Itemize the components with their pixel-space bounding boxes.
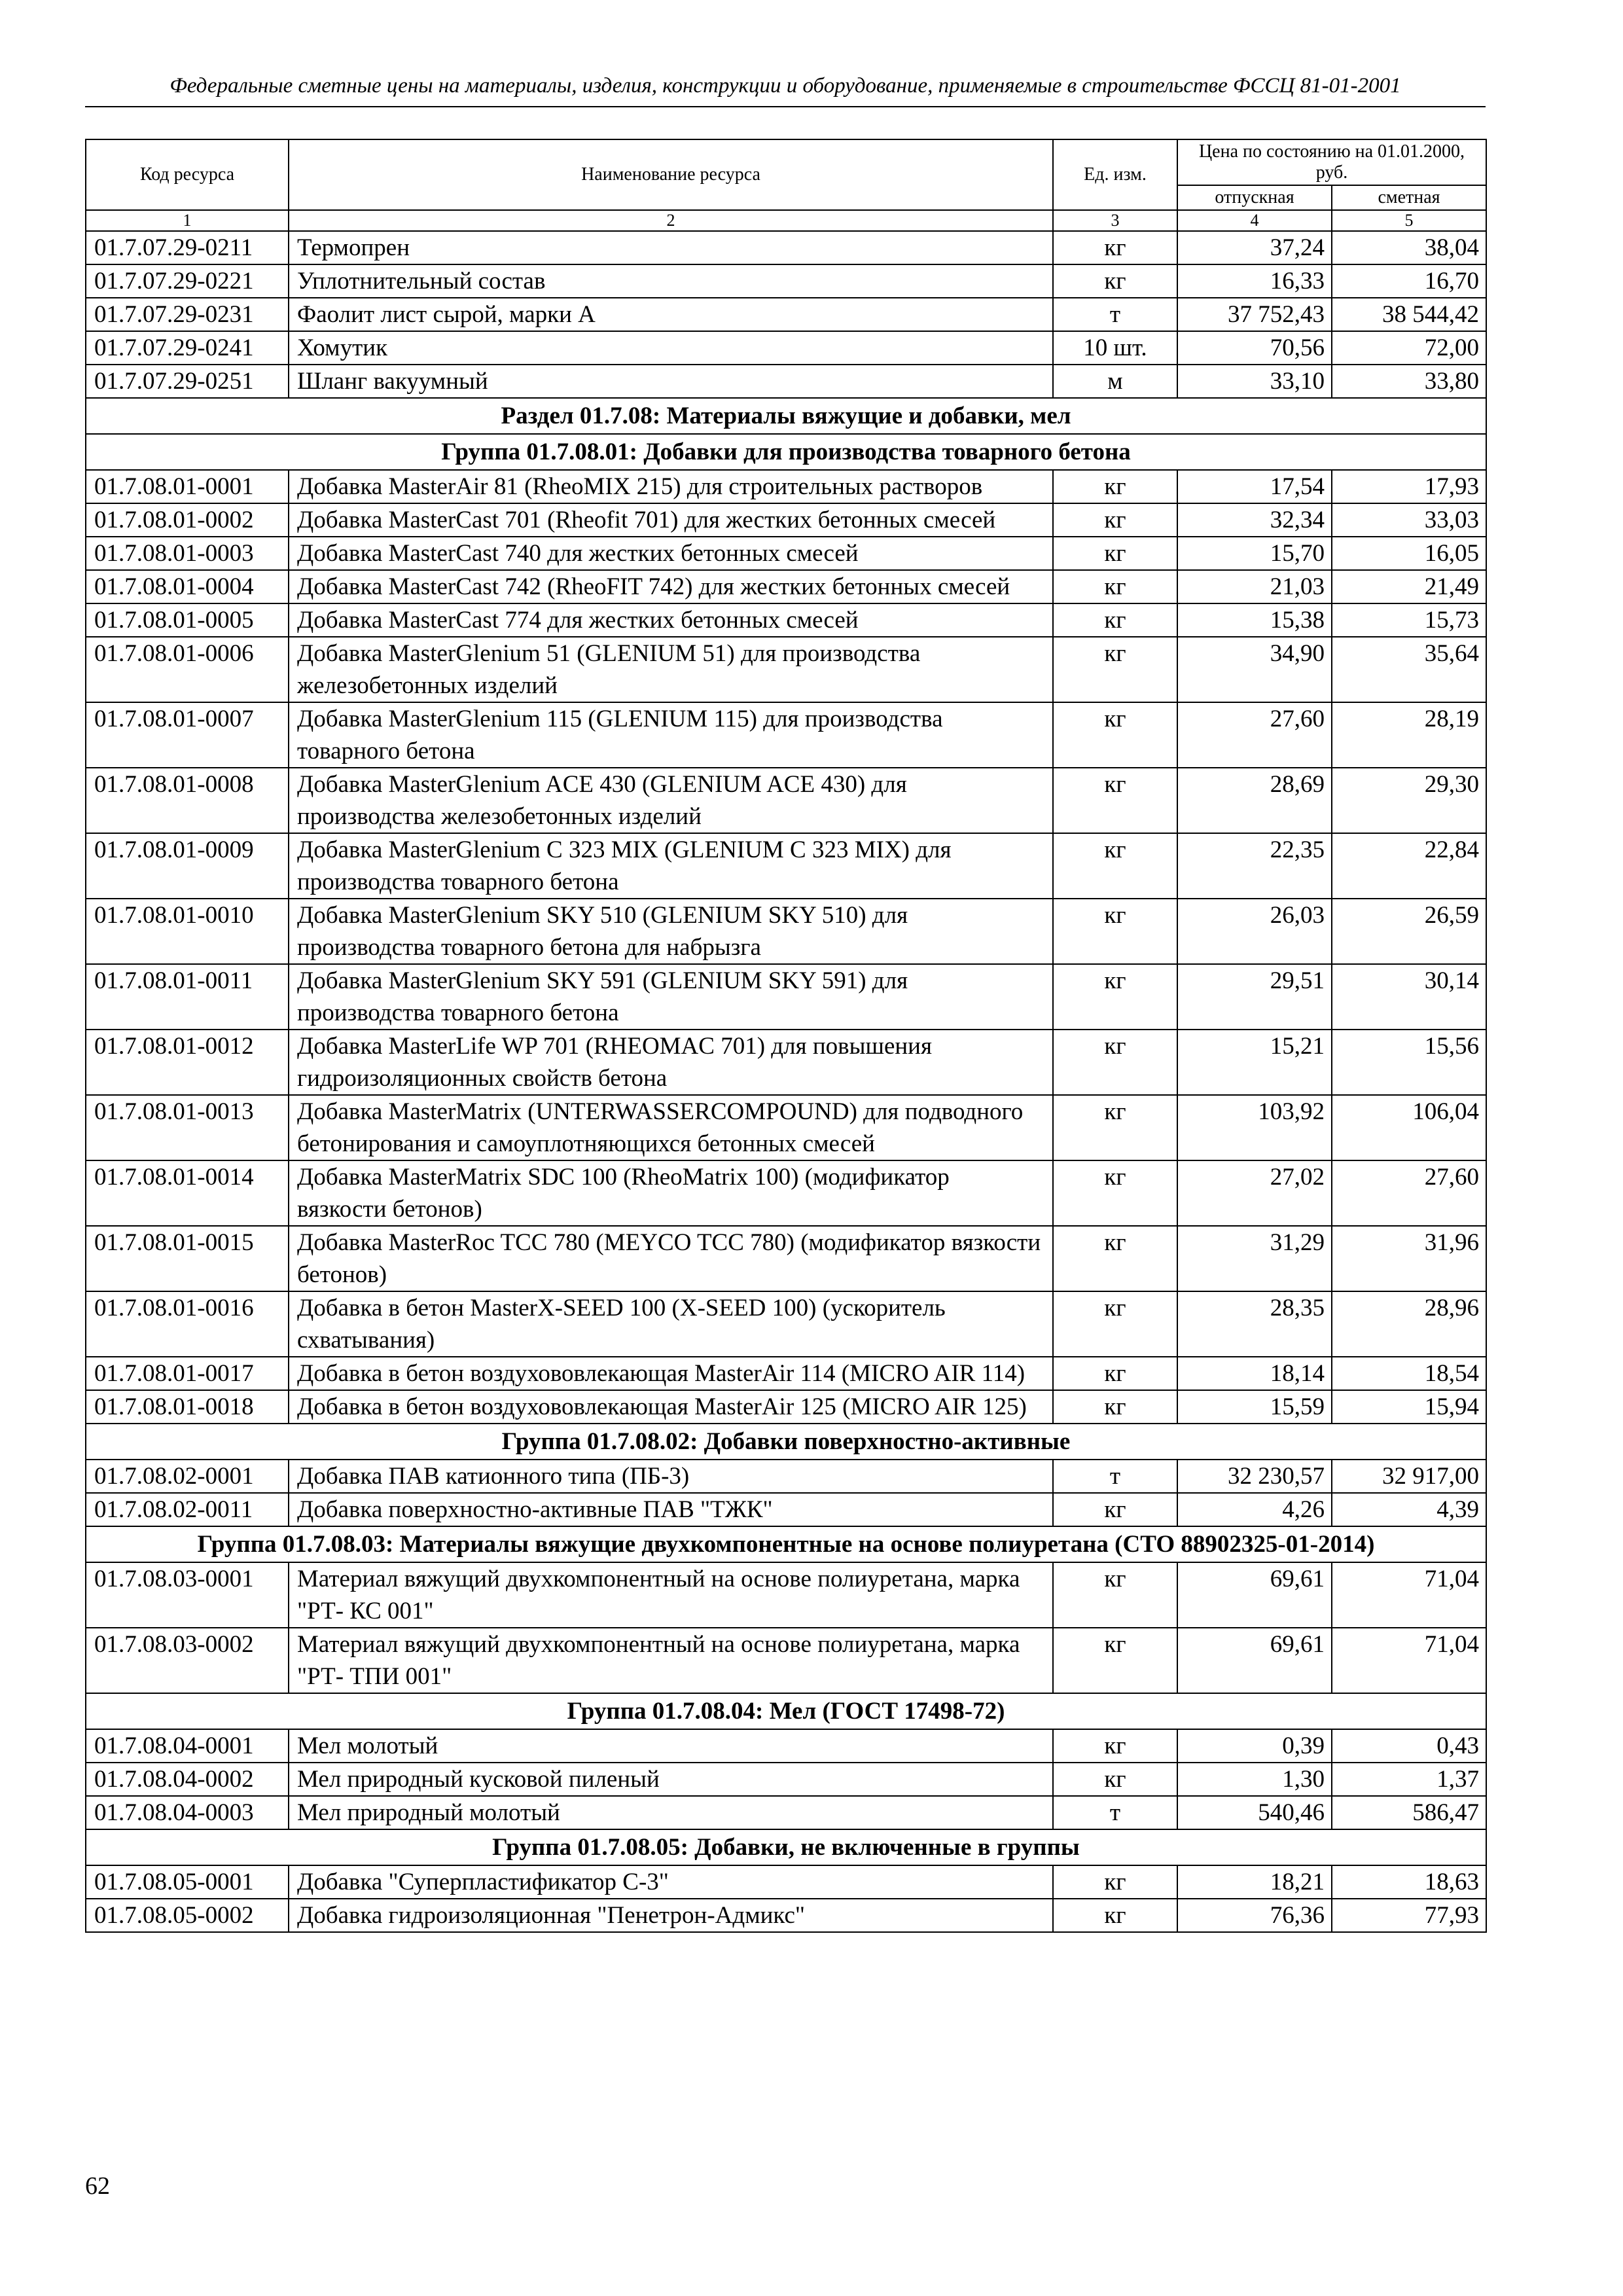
table-row: [86, 1390, 1486, 1424]
estimate-price-cell: 33,03: [1332, 503, 1486, 537]
resource-code-cell: 01.7.08.03-0002: [86, 1628, 289, 1693]
resource-code-cell: 01.7.08.04-0002: [86, 1763, 289, 1796]
page-number: 62: [85, 2172, 110, 2200]
unit-cell: кг: [1053, 1562, 1177, 1628]
group-title: Группа 01.7.08.05: Добавки, не включенные в группы: [86, 1829, 1486, 1865]
resource-code-cell: 01.7.08.01-0005: [86, 603, 289, 637]
table-row: [86, 298, 1486, 331]
resource-name-cell: Материал вяжущий двухкомпонентный на основе полиуретана, марка "РТ- ТПИ 001": [289, 1628, 1053, 1693]
unit-cell: 10 шт.: [1053, 331, 1177, 365]
resource-name-cell: Добавка MasterGlenium SKY 591 (GLENIUM SKY 591) для производства товарного бетона: [289, 964, 1053, 1030]
resource-code-cell: 01.7.08.01-0017: [86, 1357, 289, 1390]
table-row: [86, 470, 1486, 503]
resource-code-cell: 01.7.07.29-0231: [86, 298, 289, 331]
release-price-cell: 32,34: [1177, 503, 1332, 537]
unit-cell: кг: [1053, 899, 1177, 964]
resource-name-cell: Фаолит лист сырой, марки А: [289, 298, 1053, 331]
unit-cell: кг: [1053, 1729, 1177, 1763]
resource-code-cell: 01.7.08.04-0001: [86, 1729, 289, 1763]
unit-cell: кг: [1053, 637, 1177, 702]
estimate-price-cell: 17,93: [1332, 470, 1486, 503]
unit-cell: т: [1053, 1796, 1177, 1829]
estimate-price-cell: 18,54: [1332, 1357, 1486, 1390]
resource-code-cell: 01.7.08.01-0007: [86, 702, 289, 768]
resource-name-cell: Добавка MasterGlenium SKY 510 (GLENIUM SKY 510) для производства товарного бетона для набрызга: [289, 899, 1053, 964]
unit-cell: кг: [1053, 1291, 1177, 1357]
table-body: [86, 231, 1486, 1932]
release-price-cell: 31,29: [1177, 1226, 1332, 1291]
group-header-row: [86, 1693, 1486, 1729]
release-price-cell: 29,51: [1177, 964, 1332, 1030]
release-price-cell: 15,38: [1177, 603, 1332, 637]
resource-name-cell: Добавка MasterGlenium ACE 430 (GLENIUM ACE 430) для производства железобетонных изделий: [289, 768, 1053, 833]
resource-code-cell: 01.7.08.02-0001: [86, 1460, 289, 1493]
table-row: [86, 537, 1486, 570]
column-header-price: Цена по состоянию на 01.01.2000, руб.: [1177, 139, 1486, 185]
table-row: [86, 964, 1486, 1030]
group-header-row: [86, 434, 1486, 470]
table-row: [86, 331, 1486, 365]
table-row: [86, 1562, 1486, 1628]
unit-cell: т: [1053, 1460, 1177, 1493]
estimate-price-cell: 32 917,00: [1332, 1460, 1486, 1493]
resource-code-cell: 01.7.08.01-0008: [86, 768, 289, 833]
unit-cell: кг: [1053, 1493, 1177, 1526]
estimate-price-cell: 28,96: [1332, 1291, 1486, 1357]
unit-cell: кг: [1053, 1390, 1177, 1424]
group-title: Группа 01.7.08.03: Материалы вяжущие двухкомпонентные на основе полиуретана (СТО 88902325-01-2014): [86, 1526, 1486, 1562]
column-number: 5: [1332, 210, 1486, 231]
price-table-container: [85, 139, 1486, 1933]
resource-name-cell: Добавка гидроизоляционная "Пенетрон-Адмикс": [289, 1899, 1053, 1932]
resource-code-cell: 01.7.08.01-0002: [86, 503, 289, 537]
estimate-price-cell: 4,39: [1332, 1493, 1486, 1526]
release-price-cell: 22,35: [1177, 833, 1332, 899]
table-row: [86, 231, 1486, 264]
resource-code-cell: 01.7.08.02-0011: [86, 1493, 289, 1526]
estimate-price-cell: 15,56: [1332, 1030, 1486, 1095]
resource-name-cell: Уплотнительный состав: [289, 264, 1053, 298]
unit-cell: кг: [1053, 768, 1177, 833]
table-row: [86, 603, 1486, 637]
unit-cell: кг: [1053, 603, 1177, 637]
unit-cell: кг: [1053, 470, 1177, 503]
column-header-estimate: сметная: [1332, 185, 1486, 210]
estimate-price-cell: 26,59: [1332, 899, 1486, 964]
resource-code-cell: 01.7.08.05-0002: [86, 1899, 289, 1932]
estimate-price-cell: 30,14: [1332, 964, 1486, 1030]
release-price-cell: 15,70: [1177, 537, 1332, 570]
estimate-price-cell: 29,30: [1332, 768, 1486, 833]
group-title: Группа 01.7.08.02: Добавки поверхностно-активные: [86, 1424, 1486, 1460]
estimate-price-cell: 33,80: [1332, 365, 1486, 398]
resource-name-cell: Мел природный молотый: [289, 1796, 1053, 1829]
table-row: [86, 1763, 1486, 1796]
resource-name-cell: Добавка MasterCast 701 (Rheofit 701) для жестких бетонных смесей: [289, 503, 1053, 537]
unit-cell: кг: [1053, 537, 1177, 570]
resource-name-cell: Добавка MasterLife WP 701 (RHEOMAC 701) для повышения гидроизоляционных свойств бетона: [289, 1030, 1053, 1095]
running-header: Федеральные сметные цены на материалы, изделия, конструкции и оборудование, применяемые в строительстве ФССЦ 81-01-2001: [85, 65, 1486, 107]
resource-name-cell: Добавка поверхностно-активные ПАВ "ТЖК": [289, 1493, 1053, 1526]
estimate-price-cell: 31,96: [1332, 1226, 1486, 1291]
resource-code-cell: 01.7.08.01-0013: [86, 1095, 289, 1160]
column-number: 1: [86, 210, 289, 231]
resource-name-cell: Мел природный кусковой пиленый: [289, 1763, 1053, 1796]
estimate-price-cell: 71,04: [1332, 1628, 1486, 1693]
release-price-cell: 76,36: [1177, 1899, 1332, 1932]
unit-cell: кг: [1053, 1628, 1177, 1693]
estimate-price-cell: 586,47: [1332, 1796, 1486, 1829]
release-price-cell: 37,24: [1177, 231, 1332, 264]
unit-cell: кг: [1053, 833, 1177, 899]
table-row: [86, 833, 1486, 899]
table-row: [86, 702, 1486, 768]
unit-cell: кг: [1053, 1763, 1177, 1796]
table-row: [86, 1865, 1486, 1899]
section-title: Раздел 01.7.08: Материалы вяжущие и добавки, мел: [86, 398, 1486, 434]
table-row: [86, 1030, 1486, 1095]
table-row: [86, 1460, 1486, 1493]
resource-name-cell: Добавка MasterGlenium 51 (GLENIUM 51) для производства железобетонных изделий: [289, 637, 1053, 702]
group-header-row: [86, 1526, 1486, 1562]
resource-name-cell: Добавка MasterMatrix SDC 100 (RheoMatrix 100) (модификатор вязкости бетонов): [289, 1160, 1053, 1226]
release-price-cell: 28,35: [1177, 1291, 1332, 1357]
price-table: [85, 139, 1487, 1933]
estimate-price-cell: 15,94: [1332, 1390, 1486, 1424]
unit-cell: кг: [1053, 1899, 1177, 1932]
unit-cell: кг: [1053, 231, 1177, 264]
unit-cell: т: [1053, 298, 1177, 331]
release-price-cell: 69,61: [1177, 1562, 1332, 1628]
resource-code-cell: 01.7.08.01-0010: [86, 899, 289, 964]
estimate-price-cell: 0,43: [1332, 1729, 1486, 1763]
resource-name-cell: Добавка MasterCast 740 для жестких бетонных смесей: [289, 537, 1053, 570]
resource-name-cell: Мел молотый: [289, 1729, 1053, 1763]
resource-code-cell: 01.7.08.01-0009: [86, 833, 289, 899]
section-header-row: [86, 398, 1486, 434]
column-header-release: отпускная: [1177, 185, 1332, 210]
resource-name-cell: Материал вяжущий двухкомпонентный на основе полиуретана, марка "РТ- КС 001": [289, 1562, 1053, 1628]
resource-code-cell: 01.7.08.01-0014: [86, 1160, 289, 1226]
release-price-cell: 4,26: [1177, 1493, 1332, 1526]
release-price-cell: 34,90: [1177, 637, 1332, 702]
unit-cell: кг: [1053, 702, 1177, 768]
resource-name-cell: Добавка в бетон воздухововлекающая MasterAir 114 (MICRO AIR 114): [289, 1357, 1053, 1390]
release-price-cell: 21,03: [1177, 570, 1332, 603]
table-row: [86, 768, 1486, 833]
resource-code-cell: 01.7.08.03-0001: [86, 1562, 289, 1628]
resource-name-cell: Шланг вакуумный: [289, 365, 1053, 398]
release-price-cell: 540,46: [1177, 1796, 1332, 1829]
column-number: 4: [1177, 210, 1332, 231]
resource-code-cell: 01.7.07.29-0211: [86, 231, 289, 264]
release-price-cell: 33,10: [1177, 365, 1332, 398]
release-price-cell: 28,69: [1177, 768, 1332, 833]
resource-name-cell: Добавка в бетон MasterX-SEED 100 (X-SEED 100) (ускоритель схватывания): [289, 1291, 1053, 1357]
resource-code-cell: 01.7.07.29-0241: [86, 331, 289, 365]
release-price-cell: 70,56: [1177, 331, 1332, 365]
estimate-price-cell: 35,64: [1332, 637, 1486, 702]
column-number: 3: [1053, 210, 1177, 231]
release-price-cell: 26,03: [1177, 899, 1332, 964]
resource-code-cell: 01.7.08.05-0001: [86, 1865, 289, 1899]
resource-code-cell: 01.7.08.01-0015: [86, 1226, 289, 1291]
resource-name-cell: Добавка MasterGlenium 115 (GLENIUM 115) для производства товарного бетона: [289, 702, 1053, 768]
estimate-price-cell: 72,00: [1332, 331, 1486, 365]
estimate-price-cell: 38,04: [1332, 231, 1486, 264]
resource-name-cell: Добавка ПАВ катионного типа (ПБ-3): [289, 1460, 1053, 1493]
table-row: [86, 1160, 1486, 1226]
unit-cell: кг: [1053, 1160, 1177, 1226]
table-row: [86, 1357, 1486, 1390]
table-row: [86, 365, 1486, 398]
resource-name-cell: Добавка MasterAir 81 (RheoMIX 215) для строительных растворов: [289, 470, 1053, 503]
table-row: [86, 899, 1486, 964]
resource-name-cell: Добавка "Суперпластификатор С-3": [289, 1865, 1053, 1899]
unit-cell: кг: [1053, 570, 1177, 603]
column-number: 2: [289, 210, 1053, 231]
resource-code-cell: 01.7.08.01-0004: [86, 570, 289, 603]
unit-cell: м: [1053, 365, 1177, 398]
estimate-price-cell: 77,93: [1332, 1899, 1486, 1932]
unit-cell: кг: [1053, 1095, 1177, 1160]
group-header-row: [86, 1829, 1486, 1865]
resource-code-cell: 01.7.08.01-0018: [86, 1390, 289, 1424]
group-header-row: [86, 1424, 1486, 1460]
table-row: [86, 1095, 1486, 1160]
release-price-cell: 16,33: [1177, 264, 1332, 298]
resource-code-cell: 01.7.08.01-0003: [86, 537, 289, 570]
estimate-price-cell: 71,04: [1332, 1562, 1486, 1628]
column-number-row: [86, 210, 1486, 231]
resource-code-cell: 01.7.08.01-0001: [86, 470, 289, 503]
group-title: Группа 01.7.08.04: Мел (ГОСТ 17498-72): [86, 1693, 1486, 1729]
resource-name-cell: Добавка MasterCast 774 для жестких бетонных смесей: [289, 603, 1053, 637]
estimate-price-cell: 28,19: [1332, 702, 1486, 768]
resource-code-cell: 01.7.08.01-0006: [86, 637, 289, 702]
release-price-cell: 32 230,57: [1177, 1460, 1332, 1493]
estimate-price-cell: 1,37: [1332, 1763, 1486, 1796]
unit-cell: кг: [1053, 1357, 1177, 1390]
estimate-price-cell: 27,60: [1332, 1160, 1486, 1226]
table-row: [86, 264, 1486, 298]
table-row: [86, 570, 1486, 603]
estimate-price-cell: 16,70: [1332, 264, 1486, 298]
resource-name-cell: Добавка MasterCast 742 (RheoFIT 742) для жестких бетонных смесей: [289, 570, 1053, 603]
table-row: [86, 503, 1486, 537]
resource-name-cell: Термопрен: [289, 231, 1053, 264]
resource-name-cell: Добавка в бетон воздухововлекающая MasterAir 125 (MICRO AIR 125): [289, 1390, 1053, 1424]
column-header-unit: Ед. изм.: [1053, 139, 1177, 210]
release-price-cell: 1,30: [1177, 1763, 1332, 1796]
release-price-cell: 18,21: [1177, 1865, 1332, 1899]
unit-cell: кг: [1053, 964, 1177, 1030]
resource-name-cell: Добавка MasterGlenium C 323 MIX (GLENIUM C 323 MIX) для производства товарного бетона: [289, 833, 1053, 899]
table-row: [86, 1796, 1486, 1829]
release-price-cell: 27,60: [1177, 702, 1332, 768]
release-price-cell: 18,14: [1177, 1357, 1332, 1390]
table-row: [86, 1291, 1486, 1357]
resource-code-cell: 01.7.08.04-0003: [86, 1796, 289, 1829]
estimate-price-cell: 21,49: [1332, 570, 1486, 603]
resource-code-cell: 01.7.08.01-0016: [86, 1291, 289, 1357]
release-price-cell: 69,61: [1177, 1628, 1332, 1693]
release-price-cell: 27,02: [1177, 1160, 1332, 1226]
release-price-cell: 37 752,43: [1177, 298, 1332, 331]
estimate-price-cell: 16,05: [1332, 537, 1486, 570]
resource-name-cell: Добавка MasterRoc TCC 780 (MEYCO TCC 780) (модификатор вязкости бетонов): [289, 1226, 1053, 1291]
table-row: [86, 1226, 1486, 1291]
release-price-cell: 15,59: [1177, 1390, 1332, 1424]
unit-cell: кг: [1053, 264, 1177, 298]
table-row: [86, 1628, 1486, 1693]
unit-cell: кг: [1053, 1865, 1177, 1899]
group-title: Группа 01.7.08.01: Добавки для производства товарного бетона: [86, 434, 1486, 470]
table-row: [86, 1493, 1486, 1526]
table-row: [86, 1729, 1486, 1763]
unit-cell: кг: [1053, 503, 1177, 537]
resource-code-cell: 01.7.07.29-0251: [86, 365, 289, 398]
resource-name-cell: Хомутик: [289, 331, 1053, 365]
unit-cell: кг: [1053, 1226, 1177, 1291]
table-row: [86, 1899, 1486, 1932]
release-price-cell: 15,21: [1177, 1030, 1332, 1095]
unit-cell: кг: [1053, 1030, 1177, 1095]
release-price-cell: 103,92: [1177, 1095, 1332, 1160]
column-header-name: Наименование ресурса: [289, 139, 1053, 210]
resource-code-cell: 01.7.08.01-0012: [86, 1030, 289, 1095]
estimate-price-cell: 106,04: [1332, 1095, 1486, 1160]
estimate-price-cell: 22,84: [1332, 833, 1486, 899]
release-price-cell: 17,54: [1177, 470, 1332, 503]
estimate-price-cell: 15,73: [1332, 603, 1486, 637]
estimate-price-cell: 38 544,42: [1332, 298, 1486, 331]
resource-name-cell: Добавка MasterMatrix (UNTERWASSERCOMPOUND) для подводного бетонирования и самоуплотняющихся бетонных смесей: [289, 1095, 1053, 1160]
resource-code-cell: 01.7.08.01-0011: [86, 964, 289, 1030]
resource-code-cell: 01.7.07.29-0221: [86, 264, 289, 298]
table-row: [86, 637, 1486, 702]
estimate-price-cell: 18,63: [1332, 1865, 1486, 1899]
release-price-cell: 0,39: [1177, 1729, 1332, 1763]
column-header-code: Код ресурса: [86, 139, 289, 210]
